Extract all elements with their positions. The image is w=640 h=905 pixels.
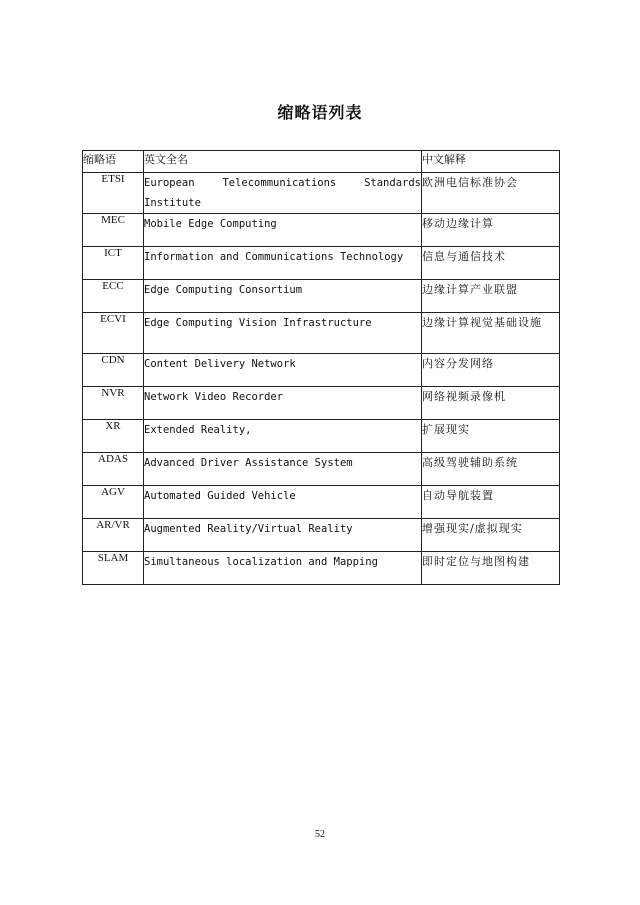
header-chinese-meaning: 中文解释 [422, 151, 560, 173]
chinese-meaning-cell: 边缘计算视觉基础设施 [422, 313, 560, 354]
table-row [83, 247, 560, 280]
english-name-cell: Advanced Driver Assistance System [144, 453, 422, 486]
english-name-cell: Extended Reality, [144, 420, 422, 453]
table-row [83, 453, 560, 486]
table-row [83, 519, 560, 552]
abbr-cell: MEC [83, 214, 144, 247]
english-name-cell: Network Video Recorder [144, 387, 422, 420]
table-row [83, 387, 560, 420]
chinese-meaning-cell: 信息与通信技术 [422, 247, 560, 280]
abbr-cell: CDN [83, 354, 144, 387]
chinese-meaning-cell: 网络视频录像机 [422, 387, 560, 420]
abbr-cell: AGV [83, 486, 144, 519]
abbr-cell: ECC [83, 280, 144, 313]
chinese-meaning-cell: 增强现实/虚拟现实 [422, 519, 560, 552]
chinese-meaning-cell: 即时定位与地图构建 [422, 552, 560, 585]
chinese-meaning-cell: 移动边缘计算 [422, 214, 560, 247]
chinese-meaning-cell: 扩展现实 [422, 420, 560, 453]
english-name-cell: Content Delivery Network [144, 354, 422, 387]
chinese-meaning-cell: 自动导航装置 [422, 486, 560, 519]
chinese-meaning-cell: 内容分发网络 [422, 354, 560, 387]
abbreviation-table [82, 150, 560, 585]
english-name-cell: Augmented Reality/Virtual Reality [144, 519, 422, 552]
abbr-cell: SLAM [83, 552, 144, 585]
table-row [83, 486, 560, 519]
chinese-meaning-cell: 边缘计算产业联盟 [422, 280, 560, 313]
english-name-cell: European Telecommunications Standards Institute [144, 173, 422, 214]
table-row [83, 173, 560, 214]
table-row [83, 420, 560, 453]
abbr-cell: ECVI [83, 313, 144, 354]
table-row [83, 280, 560, 313]
abbr-cell: AR/VR [83, 519, 144, 552]
english-name-cell: Edge Computing Vision Infrastructure [144, 313, 422, 354]
abbr-cell: NVR [83, 387, 144, 420]
abbr-cell: ETSI [83, 173, 144, 214]
table-row [83, 313, 560, 354]
chinese-meaning-cell: 欧洲电信标准协会 [422, 173, 560, 214]
abbr-cell: ADAS [83, 453, 144, 486]
header-english-name: 英文全名 [144, 151, 422, 173]
table-row [83, 552, 560, 585]
english-name-cell: Simultaneous localization and Mapping [144, 552, 422, 585]
chinese-meaning-cell: 高级驾驶辅助系统 [422, 453, 560, 486]
english-name-cell: Edge Computing Consortium [144, 280, 422, 313]
table-row [83, 354, 560, 387]
table-header-row [83, 151, 560, 173]
page-number: 52 [315, 829, 325, 840]
abbr-cell: XR [83, 420, 144, 453]
table-row [83, 214, 560, 247]
english-name-cell: Automated Guided Vehicle [144, 486, 422, 519]
page-title: 缩略语列表 [277, 103, 363, 122]
english-name-cell: Mobile Edge Computing [144, 214, 422, 247]
abbr-cell: ICT [83, 247, 144, 280]
english-name-cell: Information and Communications Technology [144, 247, 422, 280]
header-abbreviation: 缩略语 [83, 151, 144, 173]
